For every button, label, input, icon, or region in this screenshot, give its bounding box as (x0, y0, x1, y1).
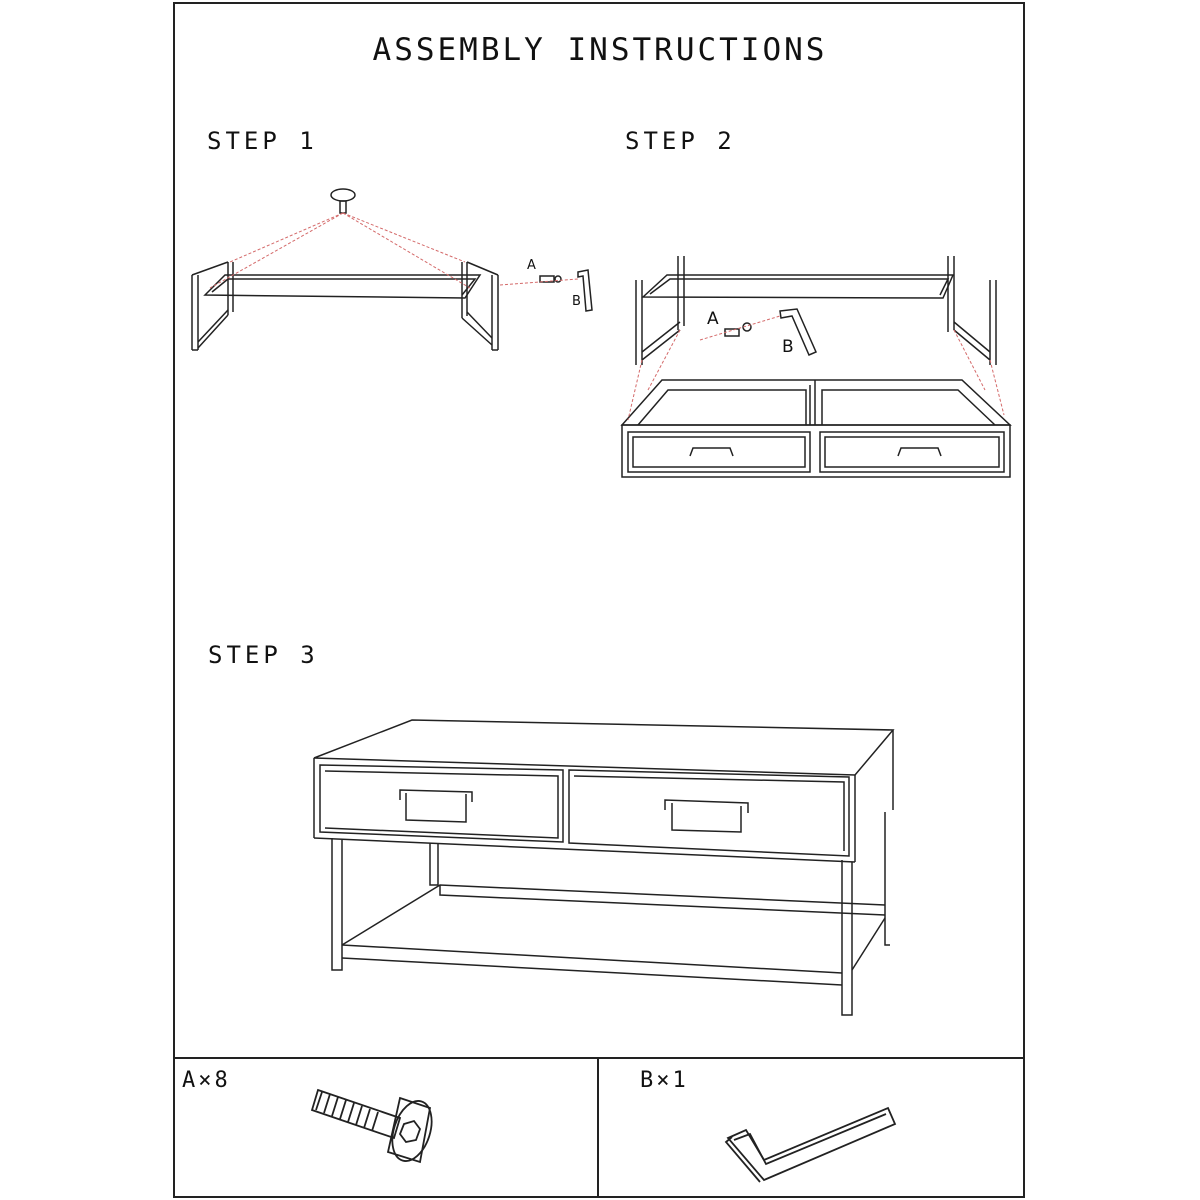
part-b-count: B×1 (640, 1068, 689, 1093)
page-frame (174, 3, 1024, 1197)
step3-label: STEP 3 (208, 641, 319, 669)
step2-callout-b: B (782, 337, 794, 357)
step2-label: STEP 2 (625, 127, 736, 155)
step2-callout-a: A (707, 309, 719, 329)
page-title: ASSEMBLY INSTRUCTIONS (372, 32, 828, 68)
step1-guides (210, 213, 578, 288)
hex-allen-key-icon (726, 1108, 895, 1182)
step1-callout-b: B (572, 294, 581, 309)
step3-diagram (314, 720, 893, 1015)
step1-label: STEP 1 (207, 127, 318, 155)
flat-head-hex-bolt-icon (312, 1090, 439, 1166)
step2-diagram (622, 256, 1010, 477)
part-a-count: A×8 (182, 1068, 231, 1093)
step1-callout-a: A (527, 258, 536, 273)
